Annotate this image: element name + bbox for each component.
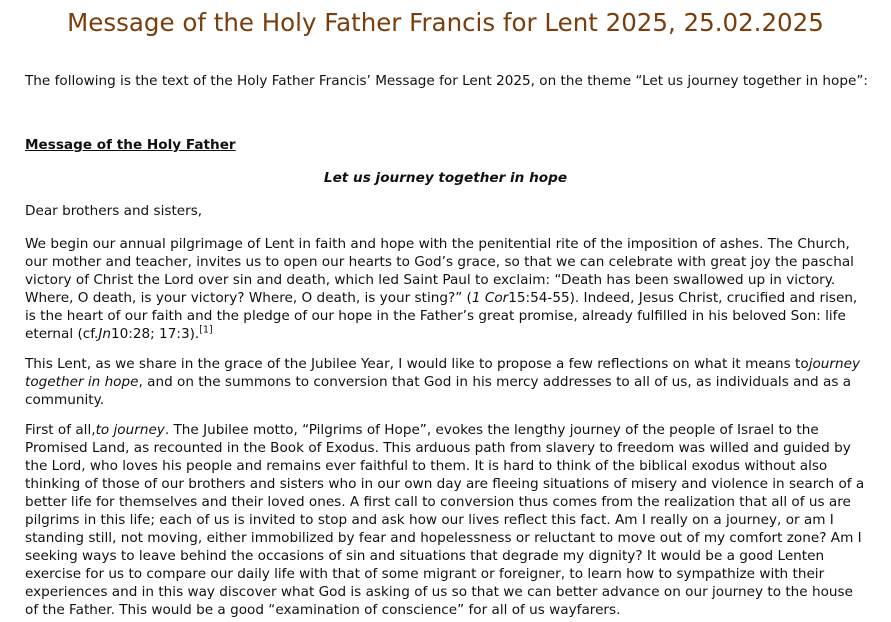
- document-page: [0, 8, 891, 622]
- paragraph-1-text-a: We begin our annual pilgrimage of Lent in faith and hope with the penitential rite of the imposition of ashes. The Church, our mother and teacher, invites us to open our hearts to God’s grace, so that we can celebrate with great joy the paschal victory of Christ the Lord over sin and death, which led Saint Paul to exclaim: “Death has been swallowed up in victory. Where, O death, is your victory? Where, O death, is your sting?” (: [25, 236, 854, 306]
- paragraph-1-text-c: 10:28; 17:3).: [110, 326, 200, 342]
- paragraph-2-text-b: , and on the summons to conversion that God in his mercy addresses to all of us, as individuals and as a community.: [25, 374, 852, 408]
- theme-title: Let us journey together in hope: [323, 170, 568, 186]
- page-title: Message of the Holy Father Francis for Lent 2025, 25.02.2025: [67, 8, 824, 37]
- emphasis-text: journey together in hope: [25, 356, 861, 390]
- paragraph-3-text-b: . The Jubilee motto, “Pilgrims of Hope”, evokes the lengthy journey of the people of Israel to the Promised Land, as recounted in the Book of Exodus. This arduous path from slavery to freedom was willed and guided by the Lord, who loves his people and remains ever faithful to them. It is hard to think of the biblical exodus without also thinking of those of our brothers and sisters who in our own day are fleeing situations of misery and violence in search of a better life for themselves and their loved ones. A first call to conversion thus comes from the realization that all of us are pilgrims in this life; each of us is invited to stop and ask how our lives reflect this fact. Am I really on a journey, or am I standing still, not moving, either immobilized by fear and hopelessness or reluctant to move out of my comfort zone? Am I seeking ways to leave behind the occasions of sin and situations that degrade my dignity? It would be a good Lenten exercise for us to compare our daily life with that of some migrant or foreigner, to learn how to sympathize with their experiences and in this way discover what God is asking of us so that we can better advance on our journey to the house of the Father. This would be a good “examination of conscience” for all of us wayfarers.: [25, 422, 865, 618]
- paragraph-1-text-b: 15:54-55). Indeed, Jesus Christ, crucified and risen, is the heart of our faith and the pledge of our hope in the Father’s great promise, already fulfilled in his beloved Son: life eternal (cf.: [25, 290, 858, 342]
- citation-ref: Jn: [98, 326, 111, 342]
- salutation: Dear brothers and sisters,: [25, 203, 203, 219]
- emphasis-text: to journey: [95, 422, 165, 438]
- footnote-link[interactable]: [1]: [199, 324, 213, 336]
- paragraph-2: [25, 355, 866, 409]
- paragraph-3-text-a: First of all,: [25, 422, 96, 438]
- intro-text: The following is the text of the Holy Father Francis’ Message for Lent 2025, on the theme “Let us journey together in hope”:: [25, 73, 868, 89]
- paragraph-3: [25, 421, 866, 619]
- paragraph-2-text-a: This Lent, as we share in the grace of the Jubilee Year, I would like to propose a few reflections on what it means to: [25, 356, 809, 372]
- paragraph-1: [25, 235, 866, 343]
- citation-ref: 1 Cor: [471, 290, 509, 306]
- section-heading: Message of the Holy Father: [25, 137, 236, 153]
